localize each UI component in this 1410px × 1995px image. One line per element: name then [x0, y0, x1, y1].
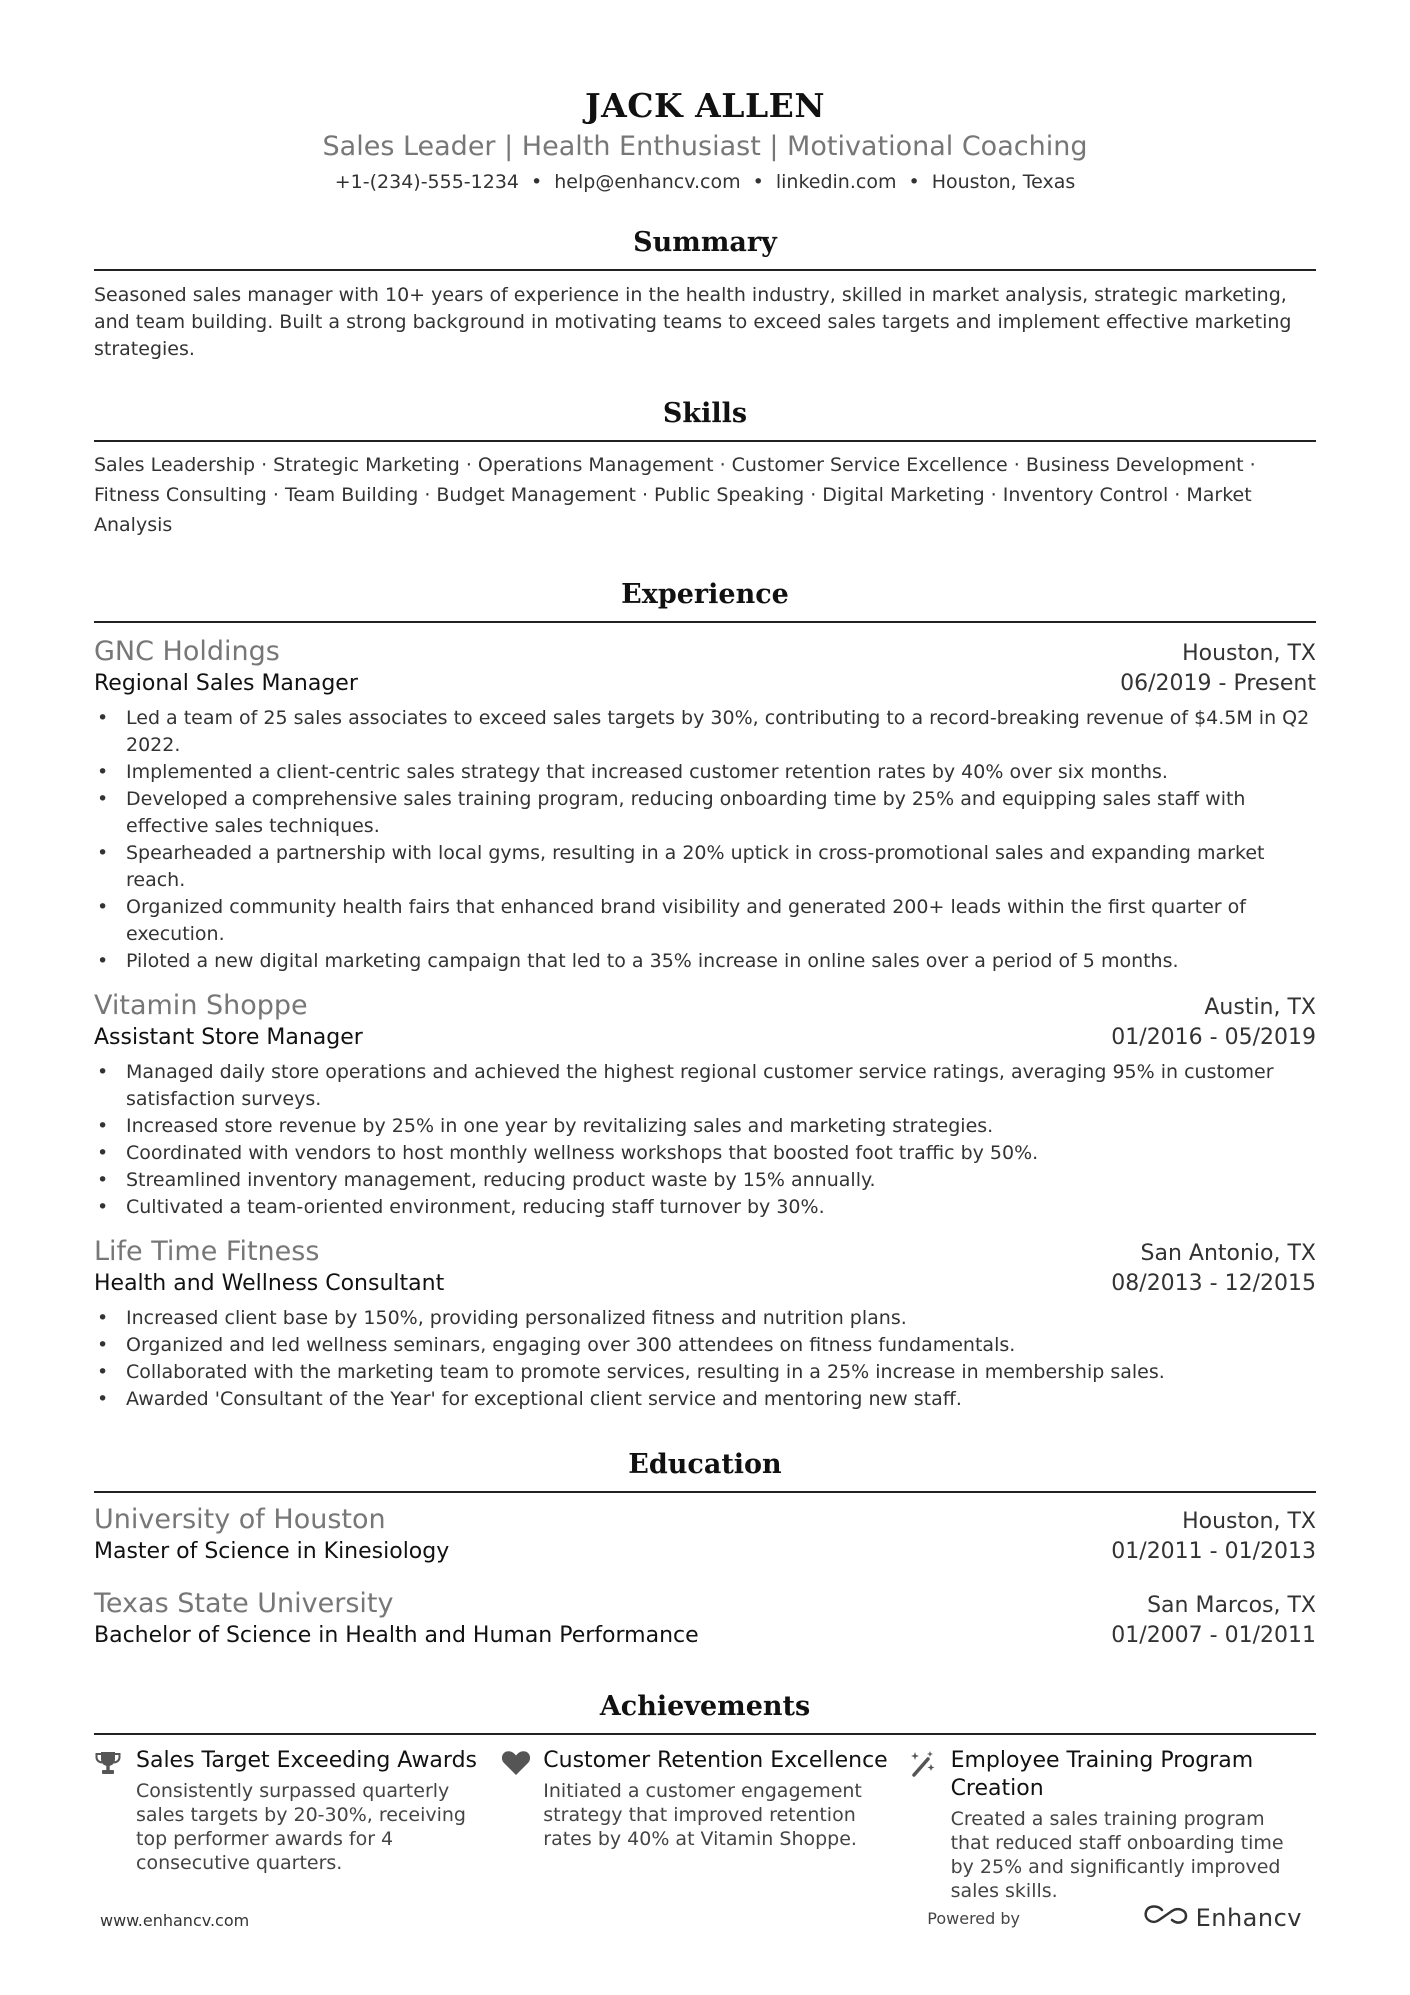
bullet-separator: • — [531, 171, 543, 193]
education-dates: 01/2007 - 01/2011 — [1111, 1623, 1316, 1648]
skills-list — [94, 450, 1316, 540]
list-item: • Cultivated a team-oriented environment, reducing staff turnover by 30%. — [94, 1194, 1316, 1221]
company-name: Life Time Fitness — [94, 1236, 320, 1267]
bullet-separator: • — [908, 171, 920, 193]
list-item: • Increased store revenue by 25% in one year by revitalizing sales and marketing strategies. — [94, 1113, 1316, 1140]
linkedin-link[interactable]: linkedin.com — [775, 171, 897, 193]
section-divider — [94, 621, 1316, 623]
section-title-experience: Experience — [621, 579, 789, 610]
list-item: • Implemented a client-centric sales strategy that increased customer retention rates by 40% over six months. — [94, 759, 1316, 786]
summary-section — [94, 225, 1316, 363]
section-divider — [94, 1491, 1316, 1493]
job-bullets — [94, 1305, 1316, 1413]
job-title: Assistant Store Manager — [94, 1025, 363, 1050]
skills-line: Sales Leadership · Strategic Marketing · Operations Management · Customer Service Excellence · Business Development · — [94, 454, 1256, 476]
achievement-description: Consistently surpassed quarterly sales targets by 20-30%, receiving top performer awards for 4 consecutive quarters. — [136, 1780, 466, 1874]
phone: +1-(234)-555-1234 — [334, 171, 520, 193]
education-dates: 01/2011 - 01/2013 — [1111, 1539, 1316, 1564]
achievements-grid — [94, 1747, 1316, 1903]
degree: Bachelor of Science in Health and Human Performance — [94, 1623, 699, 1648]
footer-url-link[interactable]: www.enhancv.com — [100, 1911, 250, 1930]
achievement-description: Created a sales training program that reduced staff onboarding time by 25% and significantly improved sales skills. — [950, 1808, 1284, 1902]
job-title: Regional Sales Manager — [94, 671, 358, 696]
section-title-education: Education — [628, 1449, 782, 1480]
contact-line — [94, 169, 1316, 195]
brand-name: Enhancv — [1195, 1904, 1302, 1932]
trophy-icon — [94, 1747, 136, 1903]
powered-by-label: Powered by — [927, 1909, 1020, 1928]
education-entry — [94, 1503, 1316, 1567]
location: Houston, Texas — [931, 171, 1076, 193]
list-item: • Organized community health fairs that enhanced brand visibility and generated 200+ leads within the first quarter of execution. — [94, 894, 1316, 948]
section-title-skills: Skills — [662, 398, 748, 429]
list-item: • Managed daily store operations and achieved the highest regional customer service ratings, averaging 95% in customer satisfaction surveys. — [94, 1059, 1316, 1113]
school-location: San Marcos, TX — [1147, 1593, 1316, 1618]
magic-wand-icon — [909, 1747, 951, 1903]
section-title-achievements: Achievements — [599, 1691, 811, 1722]
list-item: • Collaborated with the marketing team to promote services, resulting in a 25% increase in membership sales. — [94, 1359, 1316, 1386]
job-title: Health and Wellness Consultant — [94, 1271, 445, 1296]
resume-header — [94, 0, 1316, 195]
achievement-title: Sales Target Exceeding Awards — [136, 1748, 477, 1773]
achievements-section — [94, 1689, 1316, 1903]
section-divider — [94, 269, 1316, 271]
experience-entry — [94, 1235, 1316, 1413]
job-dates: 08/2013 - 12/2015 — [1111, 1271, 1316, 1296]
company-name: GNC Holdings — [94, 636, 280, 667]
heart-icon — [501, 1747, 543, 1903]
section-divider — [94, 1733, 1316, 1735]
achievement-item — [909, 1747, 1316, 1903]
page-footer — [0, 1903, 1410, 1943]
summary-text: Seasoned sales manager with 10+ years of experience in the health industry, skilled in market analysis, strategic marketing, and team building. Built a strong background in motivating teams to exceed sales targets and implement effective marketing strategies. — [94, 284, 1292, 360]
list-item: • Streamlined inventory management, reducing product waste by 15% annually. — [94, 1167, 1316, 1194]
list-item: • Developed a comprehensive sales training program, reducing onboarding time by 25% and equipping sales staff with effective sales techniques. — [94, 786, 1316, 840]
experience-entry — [94, 635, 1316, 975]
school-name: University of Houston — [94, 1504, 386, 1535]
education-entry — [94, 1587, 1316, 1651]
job-location: Austin, TX — [1204, 995, 1316, 1020]
enhancv-logo-icon — [1142, 1903, 1190, 1933]
section-divider — [94, 440, 1316, 442]
education-section — [94, 1447, 1316, 1651]
achievement-item — [501, 1747, 908, 1903]
list-item: • Coordinated with vendors to host monthly wellness workshops that boosted foot traffic by 50%. — [94, 1140, 1316, 1167]
list-item: • Spearheaded a partnership with local gyms, resulting in a 20% uptick in cross-promotional sales and expanding market reach. — [94, 840, 1316, 894]
list-item: • Led a team of 25 sales associates to exceed sales targets by 30%, contributing to a record-breaking revenue of $4.5M in Q2 2022. — [94, 705, 1316, 759]
experience-section — [94, 577, 1316, 1413]
job-dates: 06/2019 - Present — [1120, 671, 1316, 696]
achievement-description: Initiated a customer engagement strategy that improved retention rates by 40% at Vitamin Shoppe. — [543, 1780, 862, 1850]
job-location: Houston, TX — [1182, 641, 1316, 666]
school-name: Texas State University — [94, 1588, 394, 1619]
degree: Master of Science in Kinesiology — [94, 1539, 450, 1564]
skills-line: Fitness Consulting · Team Building · Budget Management · Public Speaking · Digital Marketing · Inventory Control · Market Analysis — [94, 484, 1252, 536]
section-title-summary: Summary — [633, 227, 777, 258]
job-bullets — [94, 705, 1316, 975]
achievement-title: Employee Training Program Creation — [950, 1748, 1254, 1801]
job-dates: 01/2016 - 05/2019 — [1111, 1025, 1316, 1050]
headline: Sales Leader | Health Enthusiast | Motivational Coaching — [322, 131, 1088, 162]
list-item: • Increased client base by 150%, providing personalized fitness and nutrition plans. — [94, 1305, 1316, 1332]
list-item: • Piloted a new digital marketing campaign that led to a 35% increase in online sales over a period of 5 months. — [94, 948, 1316, 975]
achievement-title: Customer Retention Excellence — [543, 1748, 888, 1773]
bullet-separator: • — [752, 171, 764, 193]
brand-logo[interactable] — [1142, 1903, 1302, 1933]
job-location: San Antonio, TX — [1140, 1241, 1316, 1266]
skills-section — [94, 396, 1316, 540]
company-name: Vitamin Shoppe — [94, 990, 308, 1021]
list-item: • Awarded 'Consultant of the Year' for exceptional client service and mentoring new staff. — [94, 1386, 1316, 1413]
list-item: • Organized and led wellness seminars, engaging over 300 attendees on fitness fundamentals. — [94, 1332, 1316, 1359]
school-location: Houston, TX — [1182, 1509, 1316, 1534]
email-link[interactable]: help@enhancv.com — [554, 171, 741, 193]
candidate-name: JACK ALLEN — [585, 86, 825, 125]
achievement-item — [94, 1747, 501, 1903]
experience-entry — [94, 989, 1316, 1221]
job-bullets — [94, 1059, 1316, 1221]
